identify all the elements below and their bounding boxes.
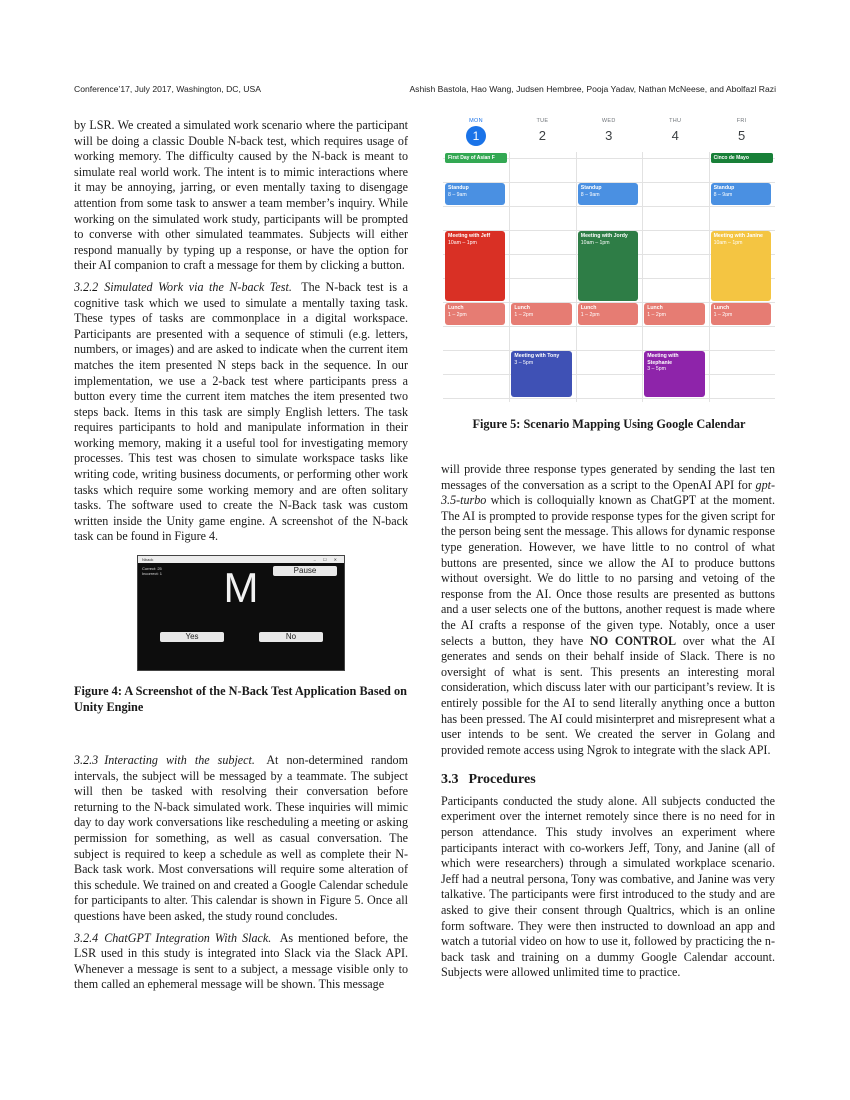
calendar-event-time: 8 – 9am bbox=[580, 191, 600, 198]
figure-5-caption: Figure 5: Scenario Mapping Using Google Calendar bbox=[472, 417, 746, 431]
window-controls-icon: – ☐ ✕ bbox=[313, 556, 340, 562]
calendar-event bbox=[711, 231, 771, 301]
calendar-event bbox=[445, 231, 505, 301]
calendar-column-divider bbox=[642, 152, 643, 402]
text-run: over what the AI generates and sends on their behalf inside of Slack. There is no oversight of what is sent. This presents an interesting moral consideration, which discuss later with our participant’s review. It is entirely possible for the AI to send literally anything once a button has been pressed. The AI could misinterpret and misrepresent what a user intends to be sent. We created the server in Golang and provided remote access using Ngrok to integrate with the slack API. bbox=[441, 633, 775, 757]
model-name: gpt-3.5-turbo bbox=[441, 477, 775, 508]
calendar-event-title: Lunch bbox=[580, 305, 597, 312]
calendar-hour-line bbox=[443, 350, 775, 351]
calendar-event bbox=[578, 231, 638, 301]
calendar-event-title: Standup bbox=[580, 185, 602, 192]
section-body: The N-back test is a cognitive task which we used to simulate a mentally taxing task. These types of tasks are commonplace in a digital workspace. Participants are presented with a sequence of stimuli (e.g. letters, numbers, or images) and are asked to indicate when the current item matches the item presented N steps back in the sequence. In our implementation, we use a 2-back test where participants press a button every time the current item matches the item presented two steps back. Items in this task are simply English letters. The task requires participants to hold and manipulate information in their working memory, making it a useful tool for investigating memory processes. This test was chosen to simulate workspace tasks like writing code, writing business documents, or performing other work tasks which require some working memory and are often solitary tasks. The software used to create the N-Back task was custom written inside the Unity game engine. A screenshot of the N-back task can be found in Figure 4. bbox=[74, 279, 408, 544]
calendar-event-time: 1 – 2pm bbox=[580, 311, 600, 318]
google-calendar-figure bbox=[443, 118, 775, 402]
calendar-event-title: Lunch bbox=[448, 305, 464, 312]
running-header-right: Ashish Bastola, Hao Wang, Judsen Hembree, Pooja Yadav, Nathan McNeese, and Abolfazl Razi bbox=[409, 84, 776, 94]
calendar-column-divider bbox=[576, 152, 577, 402]
calendar-event-time: 1 – 2pm bbox=[713, 311, 733, 318]
calendar-day-number: 3 bbox=[605, 128, 613, 143]
calendar-day-header bbox=[443, 118, 509, 146]
calendar-event-title: Meeting with Jordy bbox=[580, 233, 628, 240]
calendar-event-title: Lunch bbox=[647, 305, 663, 312]
calendar-event bbox=[644, 351, 704, 397]
calendar-day-name: MON bbox=[469, 118, 483, 124]
calendar-event bbox=[511, 351, 571, 397]
calendar-day-name: FRI bbox=[736, 118, 747, 124]
calendar-day-header bbox=[642, 118, 708, 143]
calendar-event bbox=[445, 183, 505, 205]
calendar-event-time: 3 – 5pm bbox=[647, 366, 666, 373]
nback-pause-button: Pause bbox=[273, 566, 337, 576]
nback-no-button: No bbox=[259, 632, 323, 642]
paragraph-lsr-scenario: by LSR. We created a simulated work scenario where the participant will be doing a classic Double N-back test, which requires usage of working memory. The difficulty caused by the N-back is meant to simulate real world work. The intent is to mimic interactions where it may be annoying, jarring, or even mentally taxing to disengage attention from some task to answer a team member’s inquiry. While working on the simulated work study, participants will be prompted to converse with other simulated teammates. Subjects will either respond manually by typing up a response, or have the option for their AI companion to craft a message for them by clicking a button. bbox=[74, 118, 408, 273]
calendar-allday-event: First Day of Asian F bbox=[445, 153, 507, 163]
calendar-hour-line bbox=[443, 398, 775, 399]
calendar-event bbox=[511, 303, 571, 325]
right-column bbox=[441, 462, 775, 981]
section-number: 3.3 bbox=[441, 772, 459, 788]
nback-window-title: Nback bbox=[142, 556, 154, 562]
calendar-event bbox=[578, 183, 638, 205]
text-run: which is colloquially known as ChatGPT at the moment. The AI is prompted to provide response types for the given script for the person being sent the message. This allows for dynamic response type generation. However, we have little to no control of what buttons are presented, since we allow the AI to produce buttons without oversight. We do little to no parsing and vetoing of the response from the AI. Once those results are presented as buttons and a user selects one of the buttons, another request is made where the AI crafts a response of the given type. Notably, once a user selects a button, they have bbox=[441, 493, 775, 648]
calendar-event-time: 10am – 1pm bbox=[713, 239, 743, 246]
calendar-event-title: Lunch bbox=[713, 305, 730, 312]
nback-correct-count: Correct: 25 bbox=[142, 566, 162, 572]
calendar-event-time: 10am – 1pm bbox=[580, 239, 610, 246]
calendar-day-header bbox=[509, 118, 575, 143]
text-run: will provide three response types generated by sending the last ten messages of the conversation as a script to the OpenAI API for bbox=[441, 462, 775, 492]
section-title: Simulated Work via the N-back Test. bbox=[104, 279, 292, 294]
section-number: 3.2.4 bbox=[74, 930, 99, 945]
calendar-day-name: WED bbox=[601, 118, 616, 124]
calendar-event-title: Meeting with Janine bbox=[713, 233, 763, 240]
left-column bbox=[74, 118, 408, 993]
nback-incorrect-count: Incorrect: 1 bbox=[142, 571, 163, 577]
section-3-2-2 bbox=[74, 280, 408, 545]
paragraph-procedures: Participants conducted the study alone. All subjects conducted the experiment over the internet remotely since there is no need for in person attendance. This study involves an experiment where participants interact with co-workers Jeff, Tony, and Janine (all of which were researchers) through a simulated workplace scenario. Jeff had a neutral persona, Tony was combative, and Janine was very talkative. The participants were first introduced to the study and are asked to give their consent through Qualtrics, which is an online form software. They were then instructed to download an app and watch a tutorial video on how to use it, followed by practicing the n-back task and training on a dummy Google Calendar account. Subjects were allowed unlimited time to practice. bbox=[441, 793, 775, 980]
calendar-event-time: 1 – 2pm bbox=[647, 311, 666, 318]
calendar-event-time: 3 – 5pm bbox=[514, 359, 534, 366]
calendar-day-header bbox=[576, 118, 642, 143]
calendar-event-time: 1 – 2pm bbox=[448, 311, 467, 318]
calendar-event-time: 1 – 2pm bbox=[514, 311, 534, 318]
section-3-2-4 bbox=[74, 931, 408, 993]
nback-score-readout bbox=[142, 566, 162, 576]
calendar-day-number: 5 bbox=[737, 128, 746, 143]
nback-app-screenshot bbox=[137, 555, 345, 671]
section-number: 3.2.2 bbox=[74, 279, 99, 294]
section-number: 3.2.3 bbox=[74, 753, 99, 768]
nback-window-titlebar bbox=[138, 556, 344, 563]
section-body: As mentioned before, the LSR used in this study is integrated into Slack via the Slack API. Whenever a message is sent to a subject, a message visible only to them called an ephemeral message will be shown. This message bbox=[74, 930, 409, 992]
calendar-event-title: Lunch bbox=[514, 305, 530, 312]
calendar-day-name: THU bbox=[669, 118, 682, 124]
calendar-allday-event: Cinco de Mayo bbox=[711, 153, 773, 163]
section-body: At non-determined random intervals, the subject will be messaged by a teammate. The subject will then be tasked with resolving their conversation before returning to the N-back simulated work. These inquiries will mimic day to day work conversations like rescheduling a meeting or asking permission for something, as well as casual conversation. The subject is required to keep a schedule as well as complete their N-Back task work. Most conversations will require some alteration of this schedule. We trained on and created a Google Calendar schedule for participants to alter. This calendar is shown in Figure 5. Once all questions have been asked, the study round concludes. bbox=[74, 753, 408, 923]
calendar-event bbox=[711, 303, 771, 325]
calendar-event-time: 8 – 9am bbox=[448, 191, 467, 198]
calendar-hour-line bbox=[443, 206, 775, 207]
section-3-3-heading bbox=[441, 772, 775, 788]
section-title: Interacting with the subject. bbox=[104, 753, 255, 768]
nback-stimulus-letter: M bbox=[223, 564, 259, 612]
calendar-day-number: 4 bbox=[671, 128, 679, 143]
section-title: ChatGPT Integration With Slack. bbox=[104, 930, 272, 945]
nback-yes-button: Yes bbox=[160, 632, 224, 642]
calendar-event bbox=[578, 303, 638, 325]
calendar-day-header bbox=[709, 118, 775, 143]
section-title: Procedures bbox=[468, 772, 536, 788]
calendar-hour-line bbox=[443, 374, 775, 375]
emphasis-no-control: NO CONTROL bbox=[590, 633, 677, 648]
calendar-day-name: TUE bbox=[536, 118, 549, 124]
calendar-event bbox=[445, 303, 505, 325]
calendar-day-number: 2 bbox=[538, 128, 546, 143]
calendar-event-time: 8 – 9am bbox=[713, 191, 733, 198]
calendar-event-title: Meeting with Tony bbox=[514, 353, 560, 360]
calendar-event-title: Meeting with Stephanie bbox=[647, 353, 679, 366]
calendar-event-time: 10am – 1pm bbox=[448, 239, 477, 246]
calendar-day-number: 1 bbox=[466, 126, 486, 146]
section-3-2-3 bbox=[74, 753, 408, 925]
calendar-event-title: Standup bbox=[713, 185, 735, 192]
calendar-event-title: Standup bbox=[448, 185, 469, 192]
calendar-event bbox=[711, 183, 771, 205]
figure-4-caption: Figure 4: A Screenshot of the N-Back Test Application Based on Unity Engine bbox=[74, 684, 407, 715]
calendar-event-title: Meeting with Jeff bbox=[448, 233, 491, 240]
calendar-column-divider bbox=[709, 152, 710, 402]
calendar-hour-line bbox=[443, 326, 775, 327]
running-header-left: Conference’17, July 2017, Washington, DC, USA bbox=[74, 84, 261, 94]
calendar-column-divider bbox=[509, 152, 510, 402]
paragraph-openai-response bbox=[441, 462, 775, 758]
calendar-event bbox=[644, 303, 704, 325]
